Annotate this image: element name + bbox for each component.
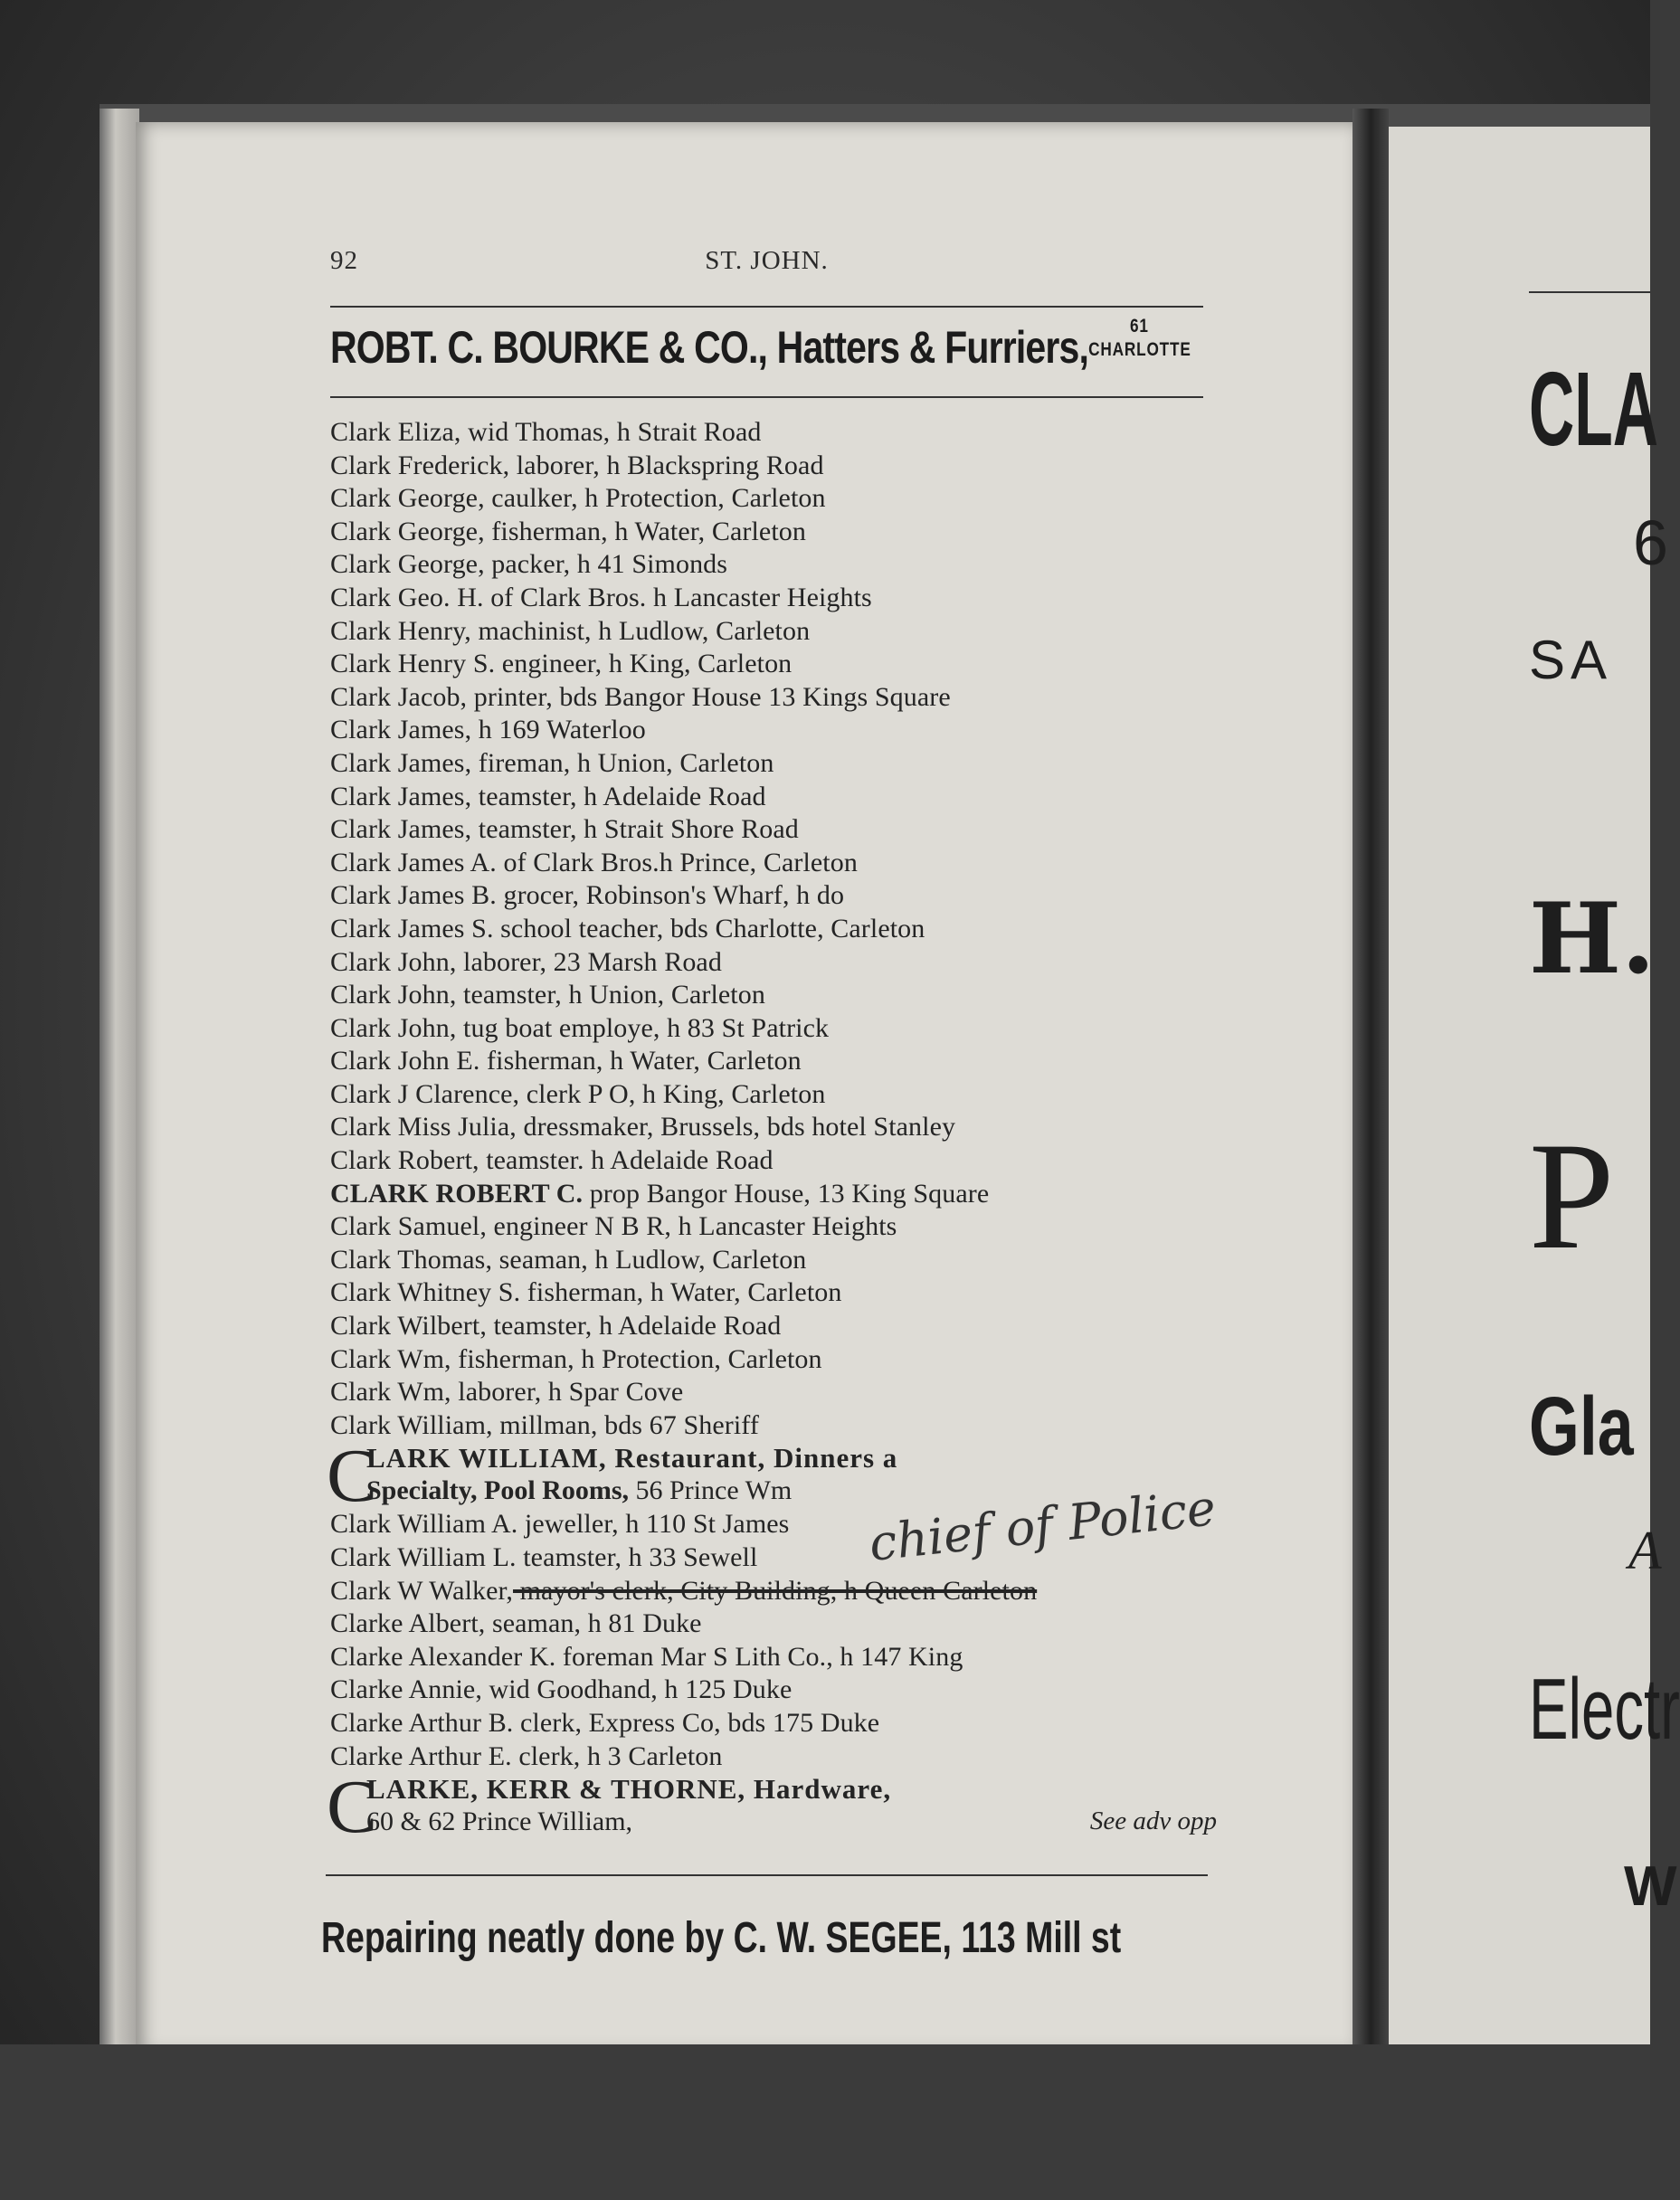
ad-initial: C: [327, 1434, 378, 1519]
directory-entry: Clark Henry S. engineer, h King, Carleton: [330, 649, 793, 679]
top-ad-number: 61: [1130, 316, 1149, 337]
directory-entry: Clark William, millman, bds 67 Sheriff: [330, 1409, 759, 1440]
right-page-p: P: [1529, 1111, 1615, 1281]
page-edges: [100, 109, 139, 2058]
right-page-rule: [1529, 291, 1650, 293]
footer-rule: [326, 1874, 1208, 1876]
see-adv-note: See adv opp: [1089, 1806, 1217, 1836]
directory-entry: Clark James B. grocer, Robinson's Wharf, h do: [330, 880, 845, 911]
right-page-electr: Electr: [1529, 1661, 1680, 1758]
right-page-h: H.: [1529, 882, 1656, 996]
ad-line-2: 60 & 62 Prince William,: [366, 1806, 633, 1837]
struck-entry-name: Clark W Walker,: [330, 1575, 514, 1606]
directory-entry: Clark James, h 169 Waterloo: [330, 715, 646, 745]
directory-entry: Clark Henry, machinist, h Ludlow, Carleton: [330, 615, 811, 646]
directory-entry: Clarke Arthur B. clerk, Express Co, bds 175 Duke: [330, 1707, 880, 1738]
entry-struck: [330, 1575, 1217, 1608]
directory-entry: Clark John, tug boat employe, h 83 St Patrick: [330, 1012, 830, 1043]
bottom-background: [0, 2044, 1650, 2200]
directory-entry: Clark Wm, laborer, h Spar Cove: [330, 1377, 684, 1408]
directory-entry: Clark James A. of Clark Bros.h Prince, Carleton: [330, 847, 858, 877]
directory-entry: Clark Wilbert, teamster, h Adelaide Road: [330, 1311, 782, 1342]
directory-entry: Clark William L. teamster, h 33 Sewell: [330, 1542, 758, 1572]
right-page-cla: CLA: [1529, 350, 1659, 468]
directory-entry: Clark George, caulker, h Protection, Carleton: [330, 483, 826, 514]
directory-entry: Clark Jacob, printer, bds Bangor House 13 Kings Square: [330, 681, 951, 712]
entry-bold: [330, 1178, 1217, 1211]
directory-entry: Clark James, teamster, h Strait Shore Road: [330, 814, 799, 845]
directory-entry: Clark James S. school teacher, bds Charlotte, Carleton: [330, 913, 925, 944]
top-ad-text: ROBT. C. BOURKE & CO., Hatters & Furriers,: [330, 322, 1089, 373]
handwritten-annotation: chief of Police: [866, 1479, 1219, 1572]
right-page-6: 6: [1633, 507, 1668, 578]
ad-line-1: LARKE, KERR & THORNE, Hardware,: [366, 1773, 892, 1806]
ad-line-2-bold: Specialty, Pool Rooms,: [366, 1475, 629, 1506]
right-page-w: W: [1624, 1855, 1677, 1918]
directory-entries: [327, 416, 1217, 1850]
directory-entry: Clark Wm, fisherman, h Protection, Carleton: [330, 1343, 822, 1374]
bold-entry-name: CLARK ROBERT C.: [330, 1178, 584, 1209]
directory-entry: Clark George, packer, h 41 Simonds: [330, 549, 728, 580]
directory-entry: Clark Whitney S. fisherman, h Water, Carleton: [330, 1277, 842, 1308]
ad-clarke-kerr-thorne: [327, 1765, 1217, 1850]
right-page-a: A: [1628, 1521, 1662, 1580]
header-rule-top: [330, 306, 1203, 308]
right-page-gla: Gla: [1529, 1380, 1634, 1473]
page-number: 92: [330, 246, 358, 275]
directory-entry: Clark Eliza, wid Thomas, h Strait Road: [330, 417, 762, 447]
directory-entry: Clark Thomas, seaman, h Ludlow, Carleton: [330, 1244, 807, 1275]
directory-entry: Clark J Clarence, clerk P O, h King, Carleton: [330, 1078, 826, 1109]
directory-entry: Clarke Alexander K. foreman Mar S Lith Co., h 147 King: [330, 1641, 963, 1672]
header-rule-bottom: [330, 396, 1203, 398]
directory-entry: Clarke Arthur E. clerk, h 3 Carleton: [330, 1740, 723, 1771]
directory-entry: Clark John E. fisherman, h Water, Carleton: [330, 1046, 802, 1076]
top-ad-street: CHARLOTTE: [1088, 339, 1191, 360]
book-gutter: [1353, 109, 1389, 2062]
directory-entry: Clark William A. jeweller, h 110 St James: [330, 1509, 790, 1540]
top-ad-address: [1088, 316, 1191, 363]
ad-initial: C: [327, 1765, 378, 1850]
directory-entry: Clark Miss Julia, dressmaker, Brussels, bds hotel Stanley: [330, 1112, 956, 1143]
entry-list-2: [330, 1210, 1217, 1442]
directory-entry: Clark Samuel, engineer N B R, h Lancaster Heights: [330, 1211, 897, 1242]
directory-entry: Clark John, teamster, h Union, Carleton: [330, 980, 765, 1010]
directory-entry: Clarke Annie, wid Goodhand, h 125 Duke: [330, 1674, 793, 1705]
page-title: ST. JOHN.: [705, 246, 829, 275]
directory-entry: Clark James, teamster, h Adelaide Road: [330, 781, 766, 811]
top-advertisement: [330, 316, 1191, 374]
directory-entry: Clark Geo. H. of Clark Bros. h Lancaster Heights: [330, 582, 872, 612]
footer-advertisement: Repairing neatly done by C. W. SEGEE, 113 Mill st: [321, 1914, 1122, 1962]
directory-entry: Clark George, fisherman, h Water, Carleton: [330, 516, 806, 546]
ad-line-2-rest: 56 Prince Wm: [629, 1475, 793, 1506]
entry-list-1: [330, 416, 1217, 1178]
ad-line-1: LARK WILLIAM, Restaurant, Dinners a: [366, 1442, 898, 1475]
directory-entry: Clark Robert, teamster. h Adelaide Road: [330, 1145, 774, 1176]
directory-entry: Clark James, fireman, h Union, Carleton: [330, 747, 774, 778]
directory-entry: Clark Frederick, laborer, h Blackspring Road: [330, 450, 824, 480]
right-page-sa: SA: [1529, 630, 1613, 690]
ad-line-2: [366, 1475, 792, 1506]
directory-entry: Clark John, laborer, 23 Marsh Road: [330, 946, 722, 977]
bold-entry-rest: prop Bangor House, 13 King Square: [583, 1178, 990, 1209]
directory-entry: Clarke Albert, seaman, h 81 Duke: [330, 1608, 702, 1639]
entry-list-4: [330, 1607, 1217, 1773]
struck-entry-text: mayor's clerk, City Building, h Queen Carleton: [513, 1575, 1038, 1606]
